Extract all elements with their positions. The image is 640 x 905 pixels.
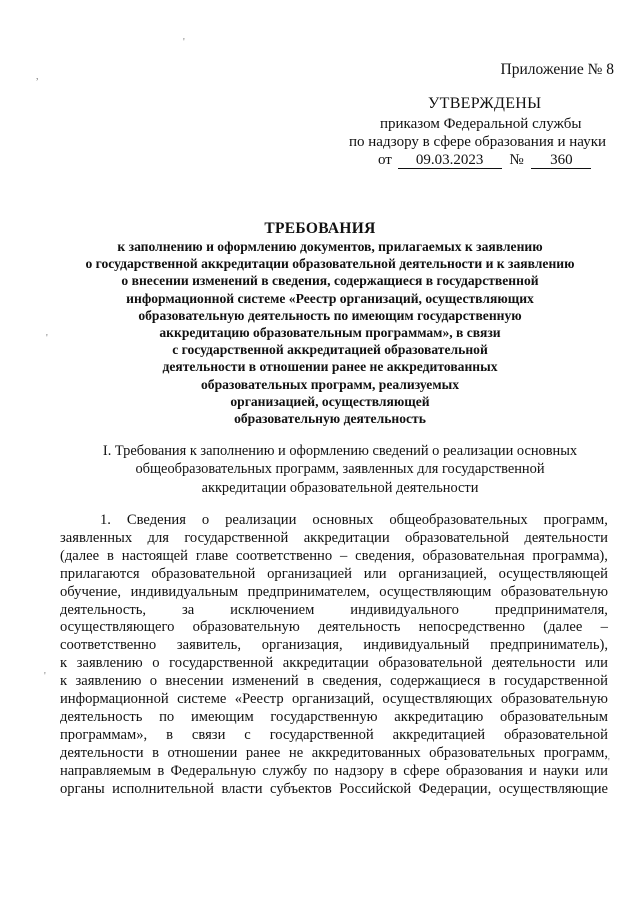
paragraph-word: деятельности (524, 529, 608, 546)
paragraph-word: заявлению (76, 655, 143, 672)
paragraph-word: о (201, 512, 210, 528)
document-subtitle (20, 238, 640, 427)
paragraph-word: деятельность, (60, 601, 147, 618)
paragraph-word: надзору (334, 762, 384, 779)
paragraph-word: организация, (261, 637, 343, 654)
paragraph-word: заявленных (60, 529, 133, 546)
paragraph-word: о (149, 673, 158, 690)
paragraph-word: – (600, 619, 608, 636)
paragraph-word: в (157, 762, 165, 779)
paragraph-line (60, 584, 608, 602)
paragraph-line (60, 673, 608, 691)
paragraph-word: государственной (184, 529, 289, 546)
paragraph-line (60, 566, 608, 584)
paragraph-word: заявитель, (176, 637, 241, 654)
paragraph-word: Федеральную (170, 762, 257, 779)
approved-heading: УТВЕРЖДЕНЫ (428, 95, 542, 112)
order-date: 09.03.2023 (398, 153, 502, 169)
section-heading-line: I. Требования к заполнению и оформлению сведений о реализации основных (102, 443, 578, 459)
paragraph-word: заявлению (75, 673, 142, 690)
subtitle-line: аккредитацию образовательным программам», в связи (159, 325, 501, 341)
paragraph-word: индивидуальным (130, 583, 239, 600)
paragraph-word: организацией (267, 565, 352, 582)
section-heading-line: общеобразовательных программ, заявленных для государственной (135, 461, 545, 478)
paragraph-word: индивидуального (350, 601, 459, 618)
subtitle-line: образовательную деятельность по имеющим государственную (138, 307, 522, 323)
paragraph-word: деятельности (491, 655, 576, 672)
paragraph-word: (далее (543, 619, 583, 636)
paragraph-word: не (288, 744, 304, 761)
order-line: по надзору в сфере образования и науки (349, 134, 607, 150)
paragraph-word: образовательным (500, 708, 608, 725)
paragraph-word: осуществляющей (498, 565, 608, 582)
subtitle-line: деятельности в отношении ранее не аккредитованных (162, 359, 498, 375)
paragraph-1 (60, 512, 608, 799)
paragraph-word: государственной (169, 655, 274, 672)
paragraph-word: по (313, 762, 329, 779)
paragraph-word: государственную (270, 708, 378, 725)
paragraph-word: содержащиеся (390, 673, 481, 690)
paragraph-word: аккредитованных (311, 744, 421, 761)
paragraph-word: отношении (167, 744, 238, 761)
paragraph-word: образовательной (378, 655, 483, 672)
paragraph-word: в (488, 673, 496, 690)
paragraph-word: общеобразовательных (389, 512, 528, 528)
subtitle-line: с государственной аккредитацией образовательной (172, 342, 488, 358)
paragraph-word: в (152, 744, 159, 761)
paragraph-word: основных (312, 512, 374, 528)
paragraph-word: образовательную (500, 691, 608, 708)
paragraph-word: сфере (403, 762, 440, 779)
paragraph-word: в (390, 762, 398, 779)
scan-mark: ' (46, 333, 48, 344)
paragraph-word: государственной (269, 726, 374, 743)
paragraph-word: аккредитации (282, 655, 369, 672)
paragraph-word: образовательной (151, 565, 256, 582)
paragraph-word: исполнительной (112, 780, 214, 797)
paragraph-line (60, 655, 608, 673)
paragraph-word: организацией, (398, 565, 487, 582)
subtitle-line: о внесении изменений в сведения, содержащиеся в государственной (121, 273, 539, 289)
paragraph-word: связи (191, 726, 226, 743)
paragraph-word: настоящей (121, 547, 188, 564)
paragraph-word: предпринимателя, (494, 601, 608, 618)
paragraph-word: к (60, 673, 68, 690)
paragraph-word: образовательных (429, 744, 536, 761)
paragraph-word: системе (177, 691, 227, 708)
subtitle-line: образовательную деятельность (234, 411, 426, 427)
paragraph-word: программам», (60, 726, 148, 743)
paragraph-word: аккредитацию (394, 708, 484, 725)
paragraph-line (60, 530, 608, 548)
paragraph-word: к (60, 655, 68, 672)
subtitle-line: о государственной аккредитации образовательной деятельности и к заявлению (85, 256, 575, 272)
paragraph-word: Российской (339, 780, 412, 797)
paragraph-word: с (244, 726, 251, 743)
paragraph-word: или (585, 762, 608, 779)
paragraph-word: осуществляющим (379, 583, 492, 600)
paragraph-word: образовательную (192, 619, 300, 636)
paragraph-line (60, 619, 608, 637)
paragraph-word: в (107, 547, 114, 564)
paragraph-word: или (585, 655, 608, 672)
paragraph-word: изменений (231, 673, 299, 690)
paragraph-word: внесении (165, 673, 224, 690)
paragraph-word: ранее (245, 744, 281, 761)
paragraph-word: предпринимателем, (247, 583, 370, 600)
document-title: ТРЕБОВАНИЯ (264, 220, 376, 237)
paragraph-word: аккредитацией (392, 726, 486, 743)
paragraph-word: или (363, 565, 387, 582)
paragraph-word: сведения, (355, 547, 415, 564)
paragraph-word: 1. (100, 512, 111, 528)
paragraph-word: информационной (60, 691, 169, 708)
paragraph-word: осуществляющего (60, 619, 175, 636)
paragraph-word: осуществляющие (498, 780, 608, 797)
subtitle-line: образовательных программ, реализуемых (200, 376, 459, 392)
paragraph-word: образовательная (422, 547, 525, 564)
paragraph-word: соответственно (60, 637, 157, 654)
paragraph-line (60, 745, 608, 763)
paragraph-word: деятельность (60, 708, 143, 725)
section-heading (40, 442, 640, 497)
subtitle-line: информационной системе «Реестр организаций, осуществляющих (126, 290, 534, 306)
paragraph-word: власти (221, 780, 263, 797)
paragraph-word: Сведения (126, 512, 186, 528)
paragraph-word: органы (60, 780, 105, 797)
subtitle-line: организацией, осуществляющей (230, 393, 430, 409)
paragraph-line (60, 512, 608, 530)
scan-mark: , (36, 71, 39, 82)
paragraph-word: обучение, (60, 583, 122, 600)
paragraph-word: направляемым (60, 762, 152, 779)
paragraph-word: программа), (532, 547, 608, 564)
paragraph-word: – (340, 547, 348, 564)
paragraph-word: науки (543, 762, 579, 779)
paragraph-word: о (152, 655, 160, 672)
order-from-label: от (378, 152, 392, 168)
scan-mark: ' (608, 757, 610, 768)
paragraph-word: государственной (503, 673, 608, 690)
order-line: приказом Федеральной службы (380, 116, 582, 132)
paragraph-word: деятельность (318, 619, 401, 636)
paragraph-line (60, 691, 608, 709)
subtitle-line: к заполнению и оформлению документов, прилагаемых к заявлению (117, 239, 543, 254)
scan-mark: ' (183, 37, 185, 48)
paragraph-word: образования (445, 762, 523, 779)
paragraph-word: (далее (60, 547, 100, 564)
paragraph-word: аккредитации (303, 529, 390, 546)
paragraph-word: образовательную (500, 583, 608, 600)
paragraph-line (60, 763, 608, 781)
paragraph-word: прилагаются (60, 565, 140, 582)
paragraph-word: осуществляющих (382, 691, 493, 708)
paragraph-word: сведения, (322, 673, 382, 690)
paragraph-word: имеющим (190, 708, 254, 725)
paragraph-word: программ, (543, 512, 608, 528)
appendix-label: Приложение № 8 (500, 61, 614, 78)
paragraph-word: исключением (230, 601, 315, 618)
paragraph-word: главе (195, 547, 229, 564)
paragraph-word: Федерации, (418, 780, 492, 797)
paragraph-line (60, 548, 608, 566)
paragraph-line (60, 602, 608, 620)
order-number: 360 (531, 153, 591, 169)
paragraph-word: образовательной (405, 529, 510, 546)
paragraph-word: субъектов (270, 780, 332, 797)
paragraph-word: реализации (225, 512, 297, 528)
paragraph-word: службу (262, 762, 308, 779)
order-reference (378, 152, 591, 169)
paragraph-word: «Реестр (234, 691, 284, 708)
paragraph-word: деятельности (60, 744, 144, 761)
paragraph-word: организаций, (292, 691, 375, 708)
paragraph-word: в (307, 673, 314, 690)
paragraph-line (60, 709, 608, 727)
paragraph-word: индивидуальный (363, 637, 470, 654)
paragraph-word: и (529, 762, 537, 779)
order-number-label: № (509, 152, 524, 168)
scan-mark: ' (44, 671, 46, 682)
paragraph-word: программ, (543, 744, 608, 761)
paragraph-line (60, 727, 608, 745)
paragraph-line (60, 637, 608, 655)
paragraph-word: образовательной (503, 726, 608, 743)
section-heading-line: аккредитации образовательной деятельности (201, 479, 479, 496)
paragraph-word: соответственно (236, 547, 333, 564)
paragraph-line (60, 781, 608, 799)
paragraph-word: за (181, 601, 195, 618)
paragraph-word: в (166, 726, 174, 743)
paragraph-word: предприниматель), (490, 637, 608, 654)
paragraph-word: непосредственно (418, 619, 525, 636)
paragraph-word: для (147, 529, 169, 546)
paragraph-word: по (159, 708, 175, 725)
